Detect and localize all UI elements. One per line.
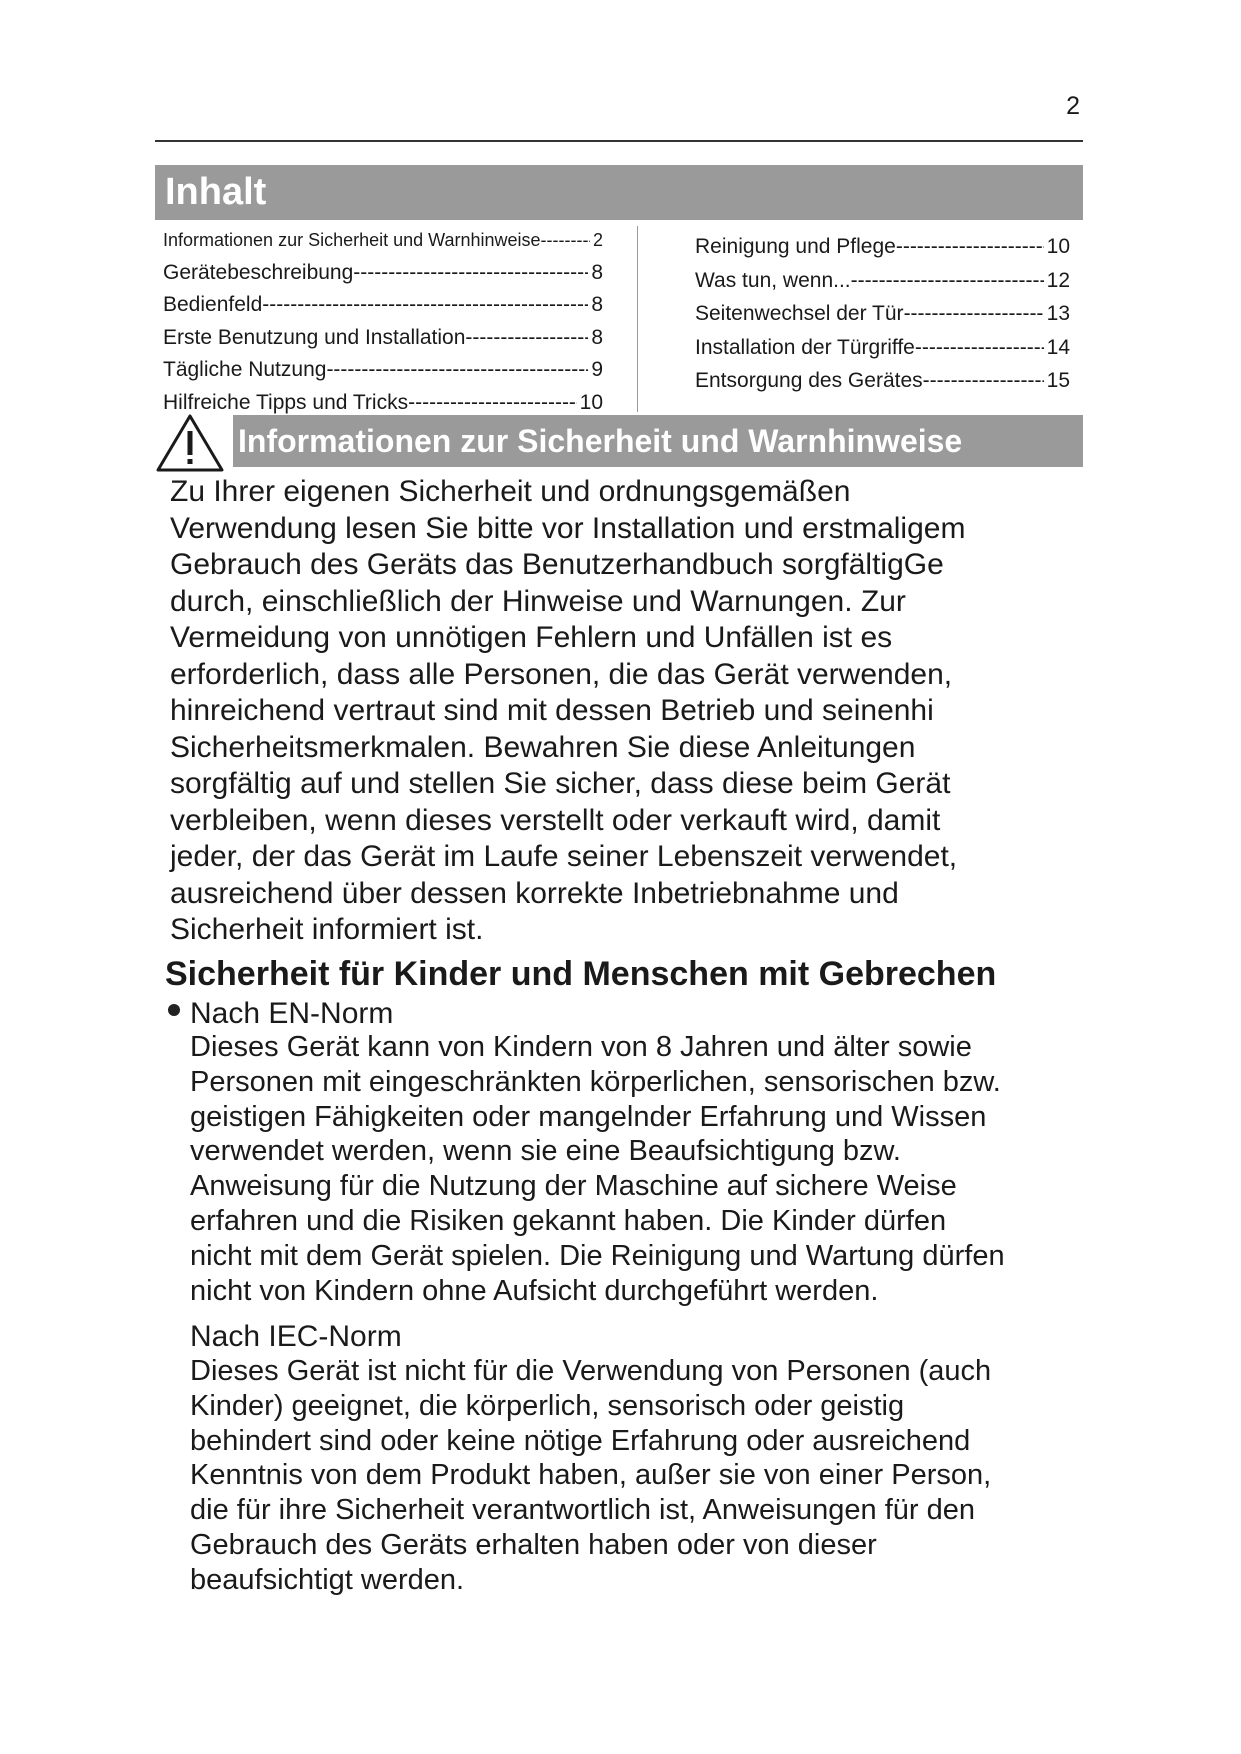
toc-left-column	[163, 224, 603, 419]
toc-item[interactable]: Seitenwechsel der Tür ----- 13	[695, 297, 1070, 331]
iec-norm-paragraph: Dieses Gerät ist nicht für die Verwendung von Personen (auch Kinder) geeignet, die körperlich, sensorisch oder geistig behindert sind oder keine nötige Erfahrung oder ausreichend Kenntnis von dem Produkt haben, außer sie von einer Person, die für ihre Sicherheit verantwortlich ist, Anweisungen für den Gebrauch des Geräts erhalten haben oder von dieser beaufsichtigt werden.	[190, 1355, 992, 1596]
toc-item[interactable]: Entsorgung des Gerätes ----- 15	[695, 364, 1070, 398]
children-safety-heading: Sicherheit für Kinder und Menschen mit Gebrechen	[165, 955, 997, 993]
en-norm-title: Nach EN-Norm	[190, 997, 394, 1030]
bullet-icon	[168, 1004, 180, 1016]
toc-right-column	[695, 230, 1070, 398]
toc-item[interactable]: Erste Benutzung und Installation ----- 8	[163, 322, 603, 355]
toc-item[interactable]: Gerätebeschreibung ----- 8	[163, 257, 603, 290]
safety-heading: Informationen zur Sicherheit und Warnhinweise	[238, 423, 963, 459]
iec-norm-title: Nach IEC-Norm	[190, 1320, 402, 1353]
toc-heading-bar	[155, 165, 1083, 220]
toc-item[interactable]: Bedienfeld ----- 8	[163, 289, 603, 322]
toc-item[interactable]: Informationen zur Sicherheit und Warnhinweise ----- 2	[163, 224, 603, 257]
warning-triangle-icon	[155, 413, 225, 473]
safety-heading-bar	[233, 415, 1083, 467]
toc-divider	[637, 226, 638, 412]
toc-item[interactable]: Tägliche Nutzung ----- 9	[163, 354, 603, 387]
en-norm-paragraph: Dieses Gerät kann von Kindern von 8 Jahren und älter sowie Personen mit eingeschränkten körperlichen, sensorischen bzw. geistigen Fähigkeiten oder mangelnder Erfahrung und Wissen verwendet werden, wenn sie eine Beaufsichtigung bzw. Anweisung für die Nutzung der Maschine auf sichere Weise erfahren und die Risiken gekannt haben. Die Kinder dürfen nicht mit dem Gerät spielen. Die Reinigung und Wartung dürfen nicht von Kindern ohne Aufsicht durchgeführt werden.	[190, 1031, 1005, 1307]
toc-item[interactable]: Reinigung und Pflege ----- 10	[695, 230, 1070, 264]
toc-item[interactable]: Was tun, wenn... ----- 12	[695, 264, 1070, 298]
page-number: 2	[1066, 92, 1080, 120]
toc-item[interactable]: Hilfreiche Tipps und Tricks ----- 10	[163, 387, 603, 420]
header-rule	[155, 140, 1083, 142]
toc-heading: Inhalt	[165, 171, 267, 213]
toc-item[interactable]: Installation der Türgriffe ----- 14	[695, 331, 1070, 365]
safety-intro-paragraph: Zu Ihrer eigenen Sicherheit und ordnungsgemäßen Verwendung lesen Sie bitte vor Installation und erstmaligem Gebrauch des Geräts das Benutzerhandbuch sorgfältigGe durch, einschließlich der Hinweise und Warnungen. Zur Vermeidung von unnötigen Fehlern und Unfällen ist es erforderlich, dass alle Personen, die das Gerät verwenden, hinreichend vertraut sind mit dessen Betrieb und seinenhi Sicherheitsmerkmalen. Bewahren Sie diese Anleitungen sorgfältig auf und stellen Sie sicher, dass diese beim Gerät verbleiben, wenn dieses verstellt oder verkauft wird, damit jeder, der das Gerät im Laufe seiner Lebenszeit verwendet, ausreichend über dessen korrekte Inbetriebnahme und Sicherheit informiert ist.	[170, 475, 966, 946]
